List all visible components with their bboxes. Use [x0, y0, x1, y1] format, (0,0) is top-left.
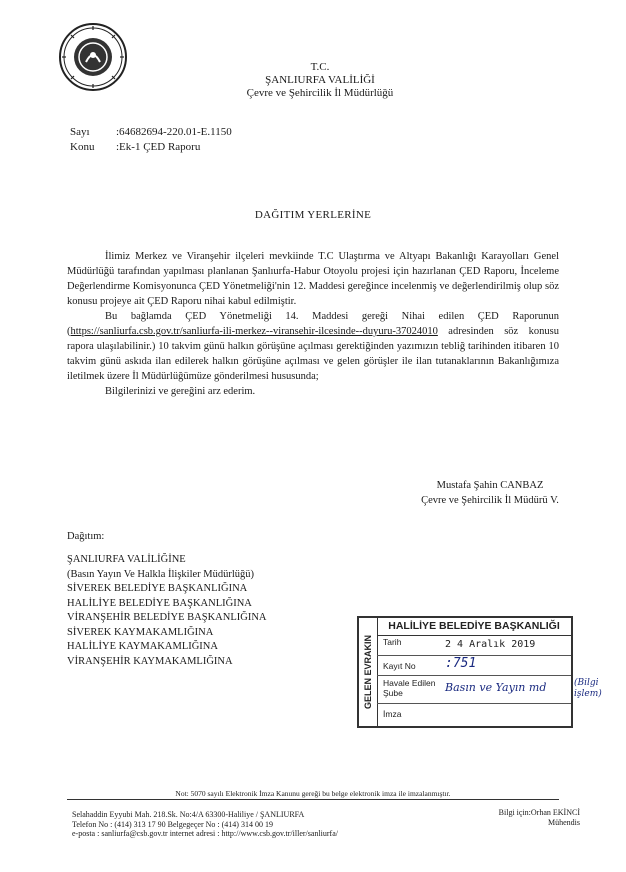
- header-tc: T.C.: [310, 61, 330, 73]
- header-mudurluk: Çevre ve Şehircilik İl Müdürlüğü: [246, 87, 394, 99]
- distribution-list: [67, 553, 267, 669]
- ministry-seal-logo: [58, 22, 128, 92]
- konu-row: [70, 141, 200, 153]
- stamp-row-tarih: [377, 635, 571, 656]
- paragraph-2: [67, 309, 559, 384]
- stamp-row-kayit: [377, 655, 571, 676]
- stamp-havale-value: Basın ve Yayın md: [445, 681, 547, 694]
- stamp-row-havale: [377, 675, 571, 704]
- sayi-label: Sayı: [70, 126, 90, 138]
- stamp-havale-label-2: Şube: [383, 688, 403, 698]
- document-title: DAĞITIM YERLERİNE: [254, 209, 372, 221]
- stamp-kayit-value: :751: [445, 656, 477, 671]
- stamp-havale-label: [383, 678, 435, 698]
- incoming-document-stamp: [357, 616, 573, 728]
- distribution-item: HALİLİYE KAYMAKAMLIĞINA: [67, 641, 218, 652]
- distribution-item: ŞANLIURFA VALİLİĞİNE: [67, 554, 186, 565]
- footer-address: [72, 810, 338, 839]
- distribution-item: SİVEREK KAYMAKAMLIĞINA: [67, 626, 214, 638]
- stamp-row-imza: [377, 703, 571, 725]
- e-signature-note: Not: 5070 sayılı Elektronik İmza Kanunu gereği bu belge elektronik imza ile imzalanmıştır.: [175, 789, 451, 798]
- distribution-item: (Basın Yayın Ve Halkla İlişkiler Müdürlüğü): [67, 568, 255, 580]
- signatory-title: Çevre ve Şehircilik İl Müdürü V.: [421, 495, 559, 506]
- stamp-tarih-value: 2 4 Aralık 2019: [445, 639, 536, 650]
- footer-address-2: Telefon No : (414) 313 17 90 Belgegeçer No : (414) 314 00 19: [72, 819, 273, 829]
- paragraph-1: İlimiz Merkez ve Viranşehir ilçeleri mevkiinde T.C Ulaştırma ve Altyapı Bakanlığı Karayolları Genel Müdürlüğü tarafından yapılması planlanan Şanlıurfa-Habur Otoyolu projesi için hazırlanan ÇED Raporu, İnceleme Değerlendirme Komisyonunca ÇED Yönetmeliği'nin 12. Maddesi gereğince incelenmiş ve değerlendirilmiş olup söz konusu projeye ait ÇED Raporu nihai kabul edilmiştir.: [67, 251, 559, 307]
- signatory-name: Mustafa Şahin CANBAZ: [436, 480, 544, 491]
- sayi-row: [70, 126, 232, 138]
- footer-info-1: Bilgi için:Orhan EKİNCİ: [498, 808, 580, 817]
- stamp-havale-label-1: Havale Edilen: [383, 678, 436, 688]
- stamp-head: HALİLİYE BELEDİYE BAŞKANLIĞI: [377, 618, 571, 636]
- paragraph-3: Bilgilerinizi ve gereğini arz ederim.: [105, 386, 256, 397]
- paragraph-2-end: adresinden söz konusu rapora ulaşılabilinir.) 10 takvim günü halkın görüşüne açılması gerektiğinden yazımızın tebliğ tarihinden itibaren 10 takvim günü askıda ilan edilerek halkın görüşüne açılması ve gelen görüşler ile ilan tutanaklarının Bakanlığımıza iletilmek üzere İl Müdürlüğümüze gönderilmesi hususunda;: [67, 326, 559, 382]
- distribution-item: SİVEREK BELEDİYE BAŞKANLIĞINA: [67, 583, 248, 594]
- sayi-value: :64682694-220.01-E.1150: [116, 126, 232, 138]
- distribution-item: HALİLİYE BELEDİYE BAŞKANLIĞINA: [67, 597, 252, 609]
- paragraph-2-start: Bu bağlamda ÇED Yönetmeliği 14. Maddesi gereği Nihai edilen ÇED Raporunun (: [67, 311, 559, 337]
- stamp-tarih-label: Tarih: [383, 637, 402, 647]
- letter-body: [67, 249, 559, 399]
- distribution-label: Dağıtım:: [67, 531, 105, 542]
- stamp-margin-note: (Bilgi işlem): [574, 678, 602, 699]
- konu-label: Konu: [70, 141, 95, 153]
- footer-address-1: Selahaddin Eyyubi Mah. 218.Sk. No:4/A 63300-Haliliye / ŞANLIURFA: [72, 810, 305, 819]
- konu-value: :Ek-1 ÇED Raporu: [116, 141, 201, 153]
- stamp-side-label: GELEN EVRAKIN: [363, 634, 373, 710]
- distribution-item: VİRANŞEHİR KAYMAKAMLIĞINA: [67, 655, 233, 667]
- footer-contact-info: [440, 808, 580, 827]
- distribution-item: VİRANŞEHİR BELEDİYE BAŞKANLIĞINA: [67, 612, 267, 623]
- stamp-imza-label: İmza: [383, 709, 402, 719]
- stamp-kayit-label: Kayıt No: [383, 661, 416, 671]
- report-link[interactable]: https://sanliurfa.csb.gov.tr/sanliurfa-ili-merkez--viransehir-ilcesinde--duyuru-37024010: [70, 326, 438, 337]
- footer-address-3: e-posta : sanliurfa@csb.gov.tr internet adresi : http://www.csb.gov.tr/iller/sanliurfa/: [72, 829, 338, 838]
- header-valilik: ŞANLIURFA VALİLİĞİ: [265, 74, 375, 86]
- footer-divider: [67, 799, 559, 800]
- stamp-side: [359, 618, 378, 726]
- footer-info-2: Mühendis: [548, 817, 580, 827]
